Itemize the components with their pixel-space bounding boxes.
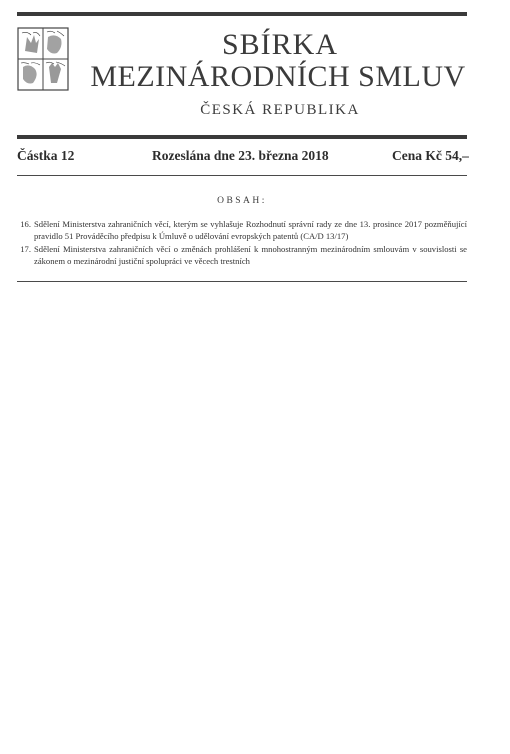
title-line-2: MEZINÁRODNÍCH SMLUV [90, 60, 466, 93]
contents-item-number: 17. [20, 244, 31, 254]
publication-date: Rozeslána dne 23. března 2018 [152, 148, 329, 163]
header-bottom-rule [17, 135, 467, 139]
contents-item [17, 219, 467, 243]
contents-item-text: Sdělení Ministerstva zahraničních věcí o změnách prohlášení k mnohostranným mezinárodním smlouvám v souvislosti se zákonem o mezinárodní justiční spolupráci ve věcech trestních [34, 244, 467, 266]
contents-heading: OBSAH: [217, 196, 267, 206]
price: Cena Kč 54,– [392, 148, 469, 163]
issue-number: Částka 12 [17, 148, 75, 163]
title-line-1: SBÍRKA [221, 28, 339, 61]
contents-bottom-rule [17, 281, 467, 282]
contents-item-number: 16. [20, 219, 31, 229]
subtitle: ČESKÁ REPUBLIKA [200, 102, 360, 118]
contents-item [17, 244, 467, 268]
meta-bottom-rule [17, 175, 467, 176]
top-rule [17, 12, 467, 16]
contents-item-text: Sdělení Ministerstva zahraničních věcí, kterým se vyhlašuje Rozhodnutí správní rady ze dne 13. prosince 2017 pozměňující pravidlo 51 Prováděcího předpisu k Úmluvě o udělování evropských patentů (CA/D 13/17) [34, 219, 467, 241]
state-emblem-icon [17, 27, 69, 91]
